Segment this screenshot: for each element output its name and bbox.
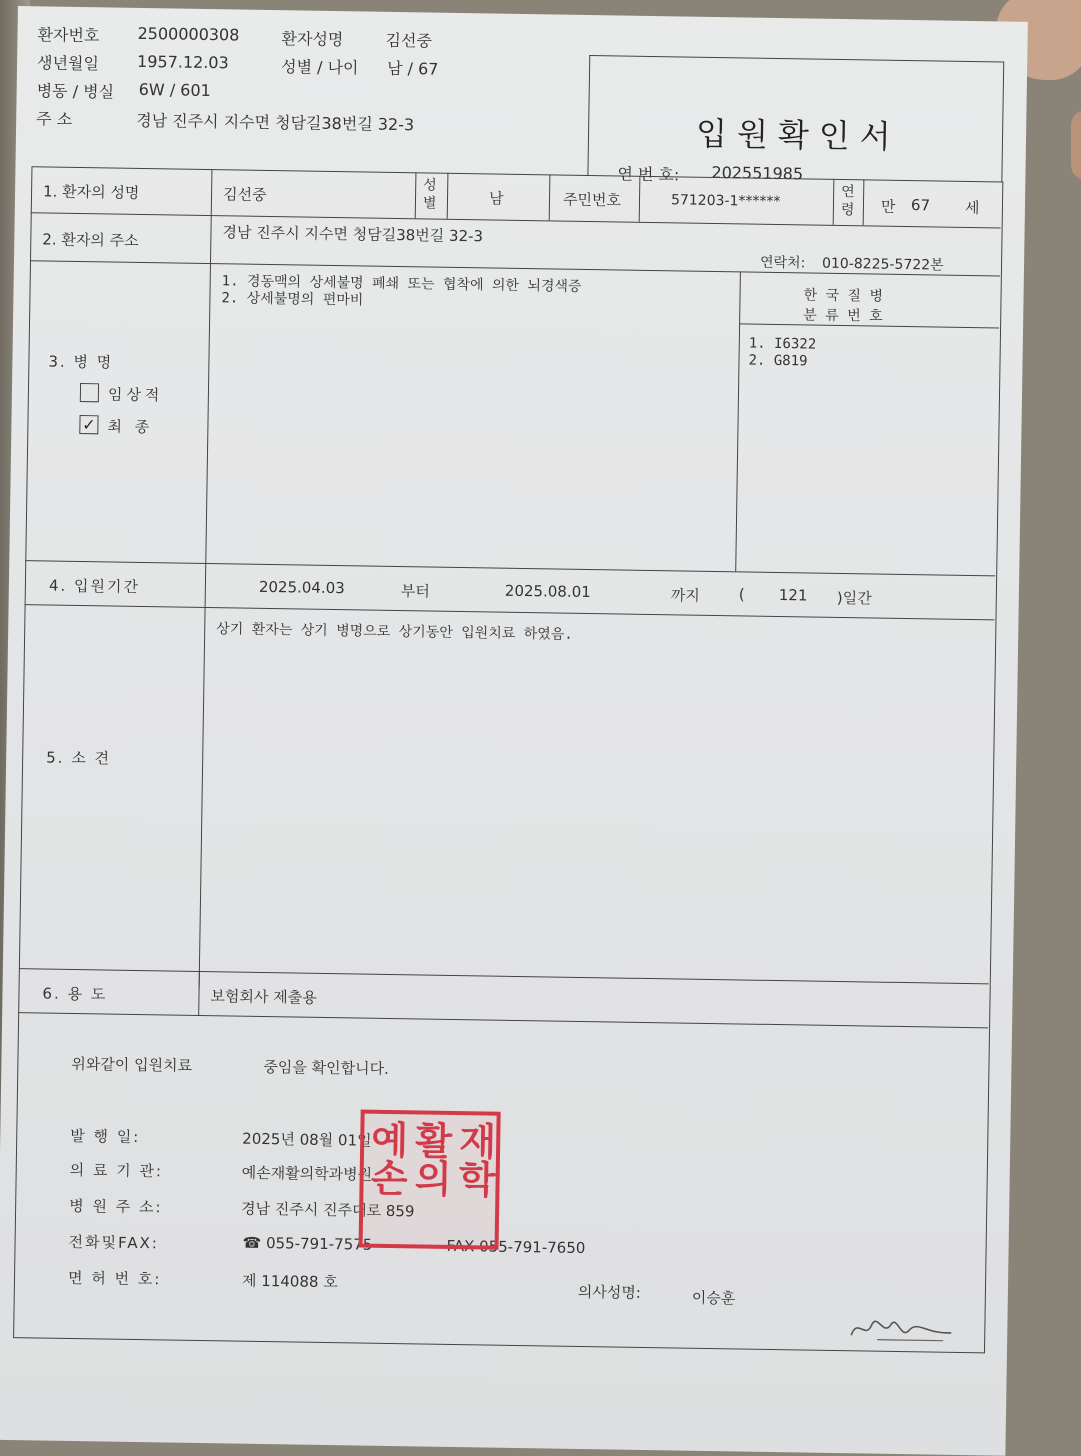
tel-label: 전화및FAX: (68, 1232, 160, 1253)
fax-value: FAX 055-791-7650 (446, 1236, 586, 1258)
birth-label: 생년월일 (36, 53, 100, 74)
serial-number: 202551985 (711, 162, 804, 184)
sex-label: 성별 (422, 177, 437, 212)
issue-label: 발 행 일: (70, 1126, 141, 1147)
issue-date: 2025년 08월 01일 (242, 1129, 372, 1150)
tel-value: ☎ 055-791-7575 (242, 1233, 373, 1254)
kcd-header-1: 한 국 질 병 (803, 287, 886, 305)
diagnosis-1: 1. 경동맥의 상세불명 폐쇄 또는 협착에 의한 뇌경색증 (221, 273, 582, 295)
sex-age: 남 / 67 (386, 58, 439, 79)
days-suffix: )일간 (836, 588, 872, 608)
address-label: 주 소 (36, 109, 73, 129)
contact-value: 010-8225-5722본 (821, 255, 944, 274)
hosp-addr: 경남 진주시 진주대로 859 (240, 1199, 415, 1221)
doctor-signature (847, 1309, 958, 1351)
patient-name: 김선중 (385, 30, 433, 51)
hospital-label: 의 료 기 관: (69, 1160, 164, 1181)
opinion-label: 5. 소 견 (46, 748, 112, 768)
clinical-checkbox[interactable] (80, 383, 99, 402)
hospital-seal (359, 1110, 501, 1250)
to-word: 까지 (670, 586, 700, 605)
address-value: 경남 진주시 지수면 청담길38번길 32-3 (222, 223, 484, 246)
serial-label: 연 번 호: (617, 164, 680, 185)
holding-finger (1071, 110, 1081, 180)
seal-col-2: 활의 (407, 1120, 454, 1197)
days-paren: ( (738, 585, 745, 604)
rrn-value: 571203-1****** (670, 192, 781, 210)
days-value: 121 (778, 586, 808, 605)
age-prefix: 만 (880, 197, 896, 216)
diagnosis-label: 3. 병 명 (48, 352, 114, 372)
hosp-addr-label: 병 원 주 소: (69, 1196, 163, 1217)
doctor-name: 이승훈 (691, 1288, 736, 1308)
doctor-label: 의사성명: (577, 1282, 642, 1302)
patient-no: 2500000308 (137, 23, 240, 45)
sex-age-label: 성별 / 나이 (280, 57, 359, 78)
ward-label: 병동 / 병실 (36, 81, 115, 102)
header-address: 경남 진주시 지수면 청담길38번길 32-3 (136, 110, 415, 135)
period-from: 2025.04.03 (258, 577, 345, 598)
final-label: 최 종 (107, 417, 154, 437)
title-right-line (1001, 61, 1004, 181)
period-label: 4. 입원기간 (48, 576, 141, 596)
patient-no-label: 환자번호 (37, 25, 100, 46)
patient-name-label: 환자성명 (281, 29, 344, 50)
final-check-mark: ✓ (82, 415, 96, 435)
clinical-label: 임상적 (107, 385, 164, 405)
sex-value: 남 (488, 189, 504, 208)
opinion-text: 상기 환자는 상기 병명으로 상기동안 입원치료 하였음. (216, 621, 573, 643)
address-row-label: 2. 환자의 주소 (42, 230, 139, 250)
kcd-code-2: 2. G819 (748, 352, 808, 370)
final-checkbox[interactable] (79, 415, 98, 434)
kcd-code-1: 1. I6322 (748, 335, 817, 353)
document-title: 입원확인서 (695, 114, 901, 156)
name-label: 1. 환자의 성명 (42, 182, 140, 202)
contact-label: 연락처: (759, 254, 806, 272)
seal-col-1: 예손 (363, 1119, 410, 1197)
period-to: 2025.08.01 (504, 581, 591, 602)
ward: 6W / 601 (138, 79, 211, 101)
license-value: 제 114088 호 (241, 1271, 338, 1292)
age-value: 67 (910, 196, 931, 215)
rrn-label: 주민번호 (562, 190, 622, 210)
kcd-header-2: 분 류 번 호 (803, 307, 885, 325)
age-suffix: 세 (964, 198, 980, 218)
diagnosis-2: 2. 상세불명의 편마비 (221, 290, 364, 309)
confirm-text-a: 위와같이 입원치료 (71, 1054, 193, 1075)
title-top-line (589, 55, 1003, 63)
purpose-value: 보험회사 제출용 (210, 987, 317, 1007)
confirm-text-b: 중임을 확인합니다. (263, 1057, 389, 1078)
from-word: 부터 (400, 582, 430, 601)
birth: 1957.12.03 (136, 51, 229, 73)
seal-col-3: 재학 (451, 1120, 498, 1198)
age-label: 연령 (840, 183, 855, 219)
title-divider (587, 55, 590, 175)
purpose-label: 6. 용 도 (42, 984, 108, 1004)
admission-certificate (0, 6, 1028, 1456)
name-value: 김선중 (222, 185, 267, 204)
license-label: 면 허 번 호: (67, 1268, 162, 1289)
hospital-name: 예손재활의학과병원 (241, 1163, 373, 1184)
